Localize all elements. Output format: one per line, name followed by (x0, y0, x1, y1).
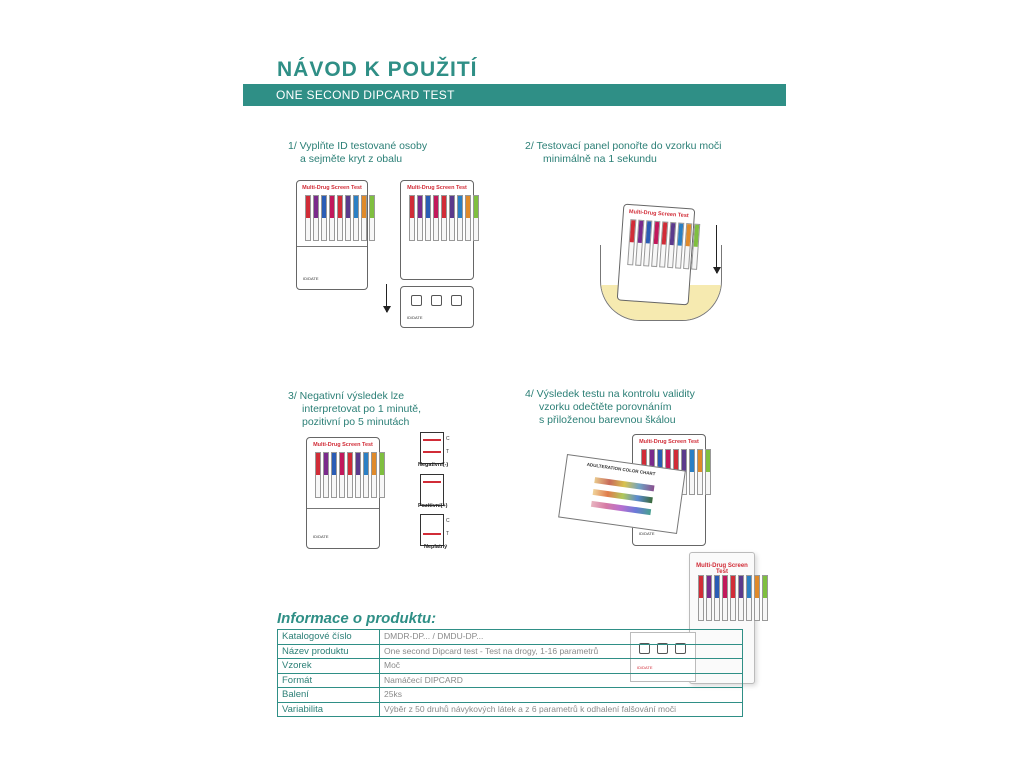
test-strip (689, 449, 695, 495)
subtitle-band: ONE SECOND DIPCARD TEST (243, 84, 786, 106)
fold-line (307, 508, 379, 509)
strip-label (418, 196, 422, 218)
step-line: pozitivní po 5 minutách (302, 416, 410, 428)
card-title: Multi-Drug Screen Test (696, 563, 748, 575)
card-title: Multi-Drug Screen Test (639, 439, 699, 445)
test-strip (722, 575, 728, 621)
strip-label (707, 576, 711, 598)
strip-label (715, 576, 719, 598)
test-strip (315, 452, 321, 498)
strip-label (723, 576, 727, 598)
strip-label (686, 224, 692, 246)
test-strip (457, 195, 463, 241)
card-title: Multi-Drug Screen Test (302, 185, 362, 191)
product-info-table (277, 629, 743, 717)
test-strips (627, 219, 700, 270)
strip-label (450, 196, 454, 218)
strip-label (354, 196, 358, 218)
step-line: 2/ Testovací panel ponořte do vzorku moči (525, 140, 722, 152)
negative-label: Negativní(-) (418, 462, 449, 468)
test-strip (339, 452, 345, 498)
strip-label (654, 222, 660, 244)
dipped-card (617, 204, 696, 306)
info-row (278, 659, 743, 674)
test-strip (313, 195, 319, 241)
strip-label (698, 450, 702, 472)
step-line: minimálně na 1 sekundu (543, 153, 657, 165)
card-title: Multi-Drug Screen Test (407, 185, 467, 191)
test-strip (705, 449, 711, 495)
info-row (278, 673, 743, 688)
strip-label (324, 453, 328, 475)
test-strips (305, 195, 375, 241)
strip-label (332, 453, 336, 475)
strip-label (346, 196, 350, 218)
test-strip (353, 195, 359, 241)
strip-label (426, 196, 430, 218)
info-row (278, 630, 743, 645)
positive-label: Pozitivní(+) (418, 503, 448, 509)
test-strip (329, 195, 335, 241)
strip-label (662, 222, 668, 244)
color-chart-title: ADULTERATION COLOR CHART (586, 461, 656, 477)
strip-label (356, 453, 360, 475)
strip-label (322, 196, 326, 218)
info-value: 25ks (380, 688, 743, 703)
id-label: ID/DATE (407, 315, 423, 320)
id-label: ID/DATE (637, 665, 653, 670)
t-label: T (446, 531, 450, 537)
strip-label (699, 576, 703, 598)
info-title: Informace o produktu: (277, 610, 437, 627)
test-strip (417, 195, 423, 241)
test-strip (762, 575, 768, 621)
color-swatch (594, 477, 654, 491)
strip-label (340, 453, 344, 475)
strip-label (316, 453, 320, 475)
strip-label (694, 225, 700, 247)
strip-label (630, 220, 636, 242)
info-row (278, 702, 743, 717)
cup-icon (431, 295, 442, 306)
test-strip (730, 575, 736, 621)
strip-label (410, 196, 414, 218)
test-strip (363, 452, 369, 498)
strip-label (706, 450, 710, 472)
test-strip (697, 449, 703, 495)
strip-label (348, 453, 352, 475)
down-arrow-icon (386, 284, 387, 312)
test-line (423, 533, 441, 535)
strip-label (380, 453, 384, 475)
id-label: ID/DATE (303, 276, 319, 281)
test-strips (409, 195, 479, 241)
strip-label (314, 196, 318, 218)
fold-line (297, 246, 367, 247)
step-line: vzorku odečtěte porovnáním (539, 401, 672, 413)
info-row (278, 644, 743, 659)
info-key: Název produktu (278, 644, 380, 659)
step-line: s přiloženou barevnou škálou (539, 414, 676, 426)
id-label: ID/DATE (313, 534, 329, 539)
strip-label (442, 196, 446, 218)
result-invalid (420, 514, 444, 546)
strip-label (466, 196, 470, 218)
step-line: a sejměte kryt z obalu (300, 153, 403, 165)
test-strip (441, 195, 447, 241)
strip-label (763, 576, 767, 598)
step-line: 4/ Výsledek testu na kontrolu validity (525, 388, 695, 400)
step-line: interpretovat po 1 minutě, (302, 403, 422, 415)
info-value: Moč (380, 659, 743, 674)
c-label: C (446, 436, 450, 442)
test-strip (465, 195, 471, 241)
result-negative (420, 432, 444, 464)
card-title: Multi-Drug Screen Test (313, 442, 373, 448)
step-1-text (288, 140, 427, 166)
strip-label (474, 196, 478, 218)
test-strip (305, 195, 311, 241)
strip-label (458, 196, 462, 218)
test-strip (409, 195, 415, 241)
strip-label (670, 223, 676, 245)
card-cover (400, 286, 474, 328)
strip-label (364, 453, 368, 475)
test-strip (754, 575, 760, 621)
c-label: C (446, 518, 450, 524)
info-key: Formát (278, 673, 380, 688)
test-strip (425, 195, 431, 241)
strip-label (755, 576, 759, 598)
strip-label (678, 224, 684, 246)
strip-label (330, 196, 334, 218)
strip-label (739, 576, 743, 598)
strip-label (731, 576, 735, 598)
step-3-text (288, 390, 421, 429)
test-strip (379, 452, 385, 498)
strip-label (306, 196, 310, 218)
test-strip (337, 195, 343, 241)
info-row (278, 688, 743, 703)
test-card (296, 180, 368, 290)
t-label: T (446, 449, 450, 455)
test-strip (371, 452, 377, 498)
id-label: ID/DATE (639, 531, 655, 536)
cup-icon (451, 295, 462, 306)
test-strips (315, 452, 385, 498)
strip-label (434, 196, 438, 218)
strip-label (362, 196, 366, 218)
control-line (423, 481, 441, 483)
strip-label (682, 450, 686, 472)
test-strip (369, 195, 375, 241)
test-strip (706, 575, 712, 621)
control-line (423, 439, 441, 441)
test-strip (738, 575, 744, 621)
test-strip (323, 452, 329, 498)
info-key: Vzorek (278, 659, 380, 674)
invalid-label: Neplatný (424, 544, 448, 550)
info-key: Variabilita (278, 702, 380, 717)
test-strip (347, 452, 353, 498)
test-strip (698, 575, 704, 621)
test-strip (449, 195, 455, 241)
info-value: DMDR-DP... / DMDU-DP... (380, 630, 743, 645)
info-value: Namáčecí DIPCARD (380, 673, 743, 688)
step-line: 1/ Vyplňte ID testované osoby (288, 140, 428, 152)
info-key: Katalogové číslo (278, 630, 380, 645)
page-title: NÁVOD K POUŽITÍ (277, 58, 478, 81)
result-positive (420, 474, 444, 506)
strip-label (370, 196, 374, 218)
strip-label (690, 450, 694, 472)
card-title: Multi-Drug Screen Test (628, 209, 689, 220)
cup-icon (411, 295, 422, 306)
info-value: One second Dipcard test - Test na drogy, 1-16 parametrů (380, 644, 743, 659)
info-key: Balení (278, 688, 380, 703)
step-4-text (525, 388, 695, 427)
test-card-open (400, 180, 474, 280)
strip-label (372, 453, 376, 475)
test-strip (473, 195, 479, 241)
test-card (306, 437, 380, 549)
color-swatch (591, 501, 651, 515)
test-strip (345, 195, 351, 241)
test-strip (321, 195, 327, 241)
test-strips (698, 575, 768, 621)
step-line: 3/ Negativní výsledek lze (288, 390, 405, 402)
test-strip (433, 195, 439, 241)
test-strip (714, 575, 720, 621)
down-arrow-icon (716, 225, 717, 273)
info-value: Výběr z 50 druhů návykových látek a z 6 parametrů k odhalení falšování moči (380, 702, 743, 717)
strip-label (747, 576, 751, 598)
test-strip (331, 452, 337, 498)
test-strip (361, 195, 367, 241)
test-strip (355, 452, 361, 498)
color-swatch (593, 489, 653, 503)
strip-label (638, 221, 644, 243)
step-2-text (525, 140, 722, 166)
test-strip (746, 575, 752, 621)
test-line (423, 451, 441, 453)
strip-label (646, 221, 652, 243)
strip-label (338, 196, 342, 218)
